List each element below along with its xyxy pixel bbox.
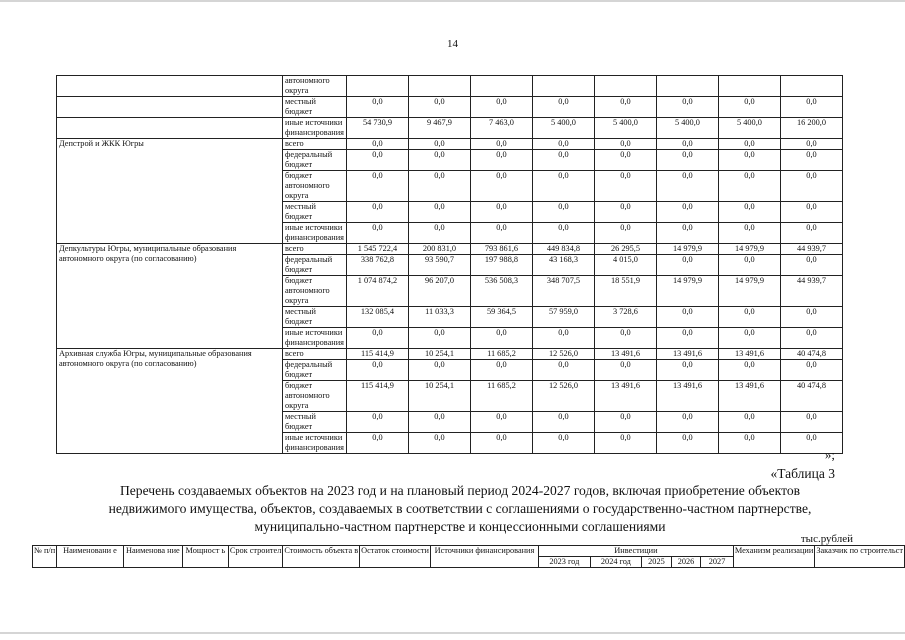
value-cell: 0,0	[532, 328, 594, 349]
value-cell: 0,0	[780, 328, 842, 349]
scan-edge-bottom	[0, 632, 905, 634]
table-row	[57, 76, 843, 97]
value-cell: 0,0	[532, 202, 594, 223]
header-mechanism: Механизм реализации	[733, 546, 814, 568]
header-year-2025: 2025	[642, 557, 672, 568]
value-cell: 197 988,8	[470, 255, 532, 276]
value-cell: 0,0	[780, 139, 842, 150]
value-cell: 0,0	[532, 171, 594, 202]
value-cell	[656, 76, 718, 97]
source-cell: бюджет автономного округа	[283, 381, 347, 412]
value-cell: 0,0	[718, 171, 780, 202]
source-cell: иные источники финансирования	[283, 433, 347, 454]
value-cell: 0,0	[470, 202, 532, 223]
value-cell: 40 474,8	[780, 381, 842, 412]
executor-cell	[57, 97, 283, 118]
value-cell: 5 400,0	[718, 118, 780, 139]
objects-table-header	[32, 545, 905, 568]
value-cell: 96 207,0	[408, 276, 470, 307]
executor-cell	[57, 118, 283, 139]
header-year-2027: 2027	[701, 557, 734, 568]
value-cell: 338 762,8	[346, 255, 408, 276]
value-cell: 0,0	[594, 328, 656, 349]
closing-mark: »;	[824, 447, 835, 462]
value-cell: 793 861,6	[470, 244, 532, 255]
value-cell: 449 834,8	[532, 244, 594, 255]
value-cell: 0,0	[470, 412, 532, 433]
value-cell: 18 551,9	[594, 276, 656, 307]
header-year-2026: 2026	[671, 557, 701, 568]
value-cell: 0,0	[780, 223, 842, 244]
value-cell	[780, 76, 842, 97]
value-cell: 59 364,5	[470, 307, 532, 328]
source-cell: бюджет автономного округа	[283, 276, 347, 307]
value-cell: 0,0	[346, 139, 408, 150]
value-cell: 0,0	[656, 139, 718, 150]
source-cell: всего	[283, 349, 347, 360]
value-cell: 0,0	[470, 433, 532, 454]
value-cell	[718, 76, 780, 97]
value-cell	[346, 76, 408, 97]
value-cell: 0,0	[780, 255, 842, 276]
value-cell: 348 707,5	[532, 276, 594, 307]
source-cell: иные источники финансирования	[283, 223, 347, 244]
value-cell: 0,0	[408, 360, 470, 381]
units-label: тыс.рублей	[800, 533, 853, 545]
value-cell: 1 074 874,2	[346, 276, 408, 307]
source-cell: федеральный бюджет	[283, 360, 347, 381]
value-cell: 0,0	[408, 97, 470, 118]
value-cell: 200 831,0	[408, 244, 470, 255]
value-cell: 0,0	[532, 412, 594, 433]
value-cell: 0,0	[408, 150, 470, 171]
value-cell: 14 979,9	[656, 276, 718, 307]
value-cell: 0,0	[718, 202, 780, 223]
value-cell: 0,0	[346, 223, 408, 244]
source-cell: федеральный бюджет	[283, 150, 347, 171]
source-cell: местный бюджет	[283, 307, 347, 328]
value-cell: 0,0	[470, 360, 532, 381]
executor-cell	[57, 76, 283, 97]
value-cell: 0,0	[532, 139, 594, 150]
table-row	[57, 97, 843, 118]
value-cell: 3 728,6	[594, 307, 656, 328]
table-row	[57, 118, 843, 139]
value-cell: 54 730,9	[346, 118, 408, 139]
value-cell: 5 400,0	[656, 118, 718, 139]
source-cell: местный бюджет	[283, 412, 347, 433]
value-cell: 0,0	[532, 360, 594, 381]
value-cell: 40 474,8	[780, 349, 842, 360]
value-cell	[470, 76, 532, 97]
value-cell: 10 254,1	[408, 381, 470, 412]
value-cell: 13 491,6	[656, 381, 718, 412]
value-cell: 0,0	[346, 433, 408, 454]
value-cell: 132 085,4	[346, 307, 408, 328]
value-cell: 0,0	[408, 412, 470, 433]
value-cell: 0,0	[532, 223, 594, 244]
value-cell: 0,0	[780, 412, 842, 433]
source-cell: местный бюджет	[283, 97, 347, 118]
value-cell: 0,0	[594, 139, 656, 150]
value-cell: 0,0	[346, 328, 408, 349]
header-cost: Стоимость объекта в	[283, 546, 360, 568]
source-cell: федеральный бюджет	[283, 255, 347, 276]
value-cell: 7 463,0	[470, 118, 532, 139]
value-cell: 0,0	[346, 360, 408, 381]
value-cell: 0,0	[718, 139, 780, 150]
value-cell: 11 033,3	[408, 307, 470, 328]
value-cell: 0,0	[718, 223, 780, 244]
value-cell: 0,0	[594, 223, 656, 244]
value-cell: 0,0	[780, 171, 842, 202]
source-cell: иные источники финансирования	[283, 328, 347, 349]
source-cell: автономного округа	[283, 76, 347, 97]
value-cell: 13 491,6	[594, 381, 656, 412]
value-cell	[594, 76, 656, 97]
value-cell: 44 939,7	[780, 276, 842, 307]
value-cell: 0,0	[780, 202, 842, 223]
value-cell: 12 526,0	[532, 381, 594, 412]
value-cell: 12 526,0	[532, 349, 594, 360]
value-cell: 0,0	[594, 360, 656, 381]
value-cell: 0,0	[656, 360, 718, 381]
table-row	[57, 244, 843, 255]
value-cell: 0,0	[470, 150, 532, 171]
value-cell: 0,0	[346, 412, 408, 433]
header-investments: Инвестиции	[539, 546, 734, 557]
table-heading: Перечень создаваемых объектов на 2023 год и на плановый период 2024-2027 годов, включая приобретение объектов недвижимого имущества, объектов, создаваемых в соответствии с соглашениями о государственно-частном партнерстве, муниципально-частном партнерстве и концессионными соглашениями	[108, 483, 812, 534]
value-cell: 14 979,9	[718, 276, 780, 307]
value-cell: 0,0	[718, 328, 780, 349]
value-cell: 13 491,6	[718, 349, 780, 360]
financing-table-body	[57, 76, 843, 454]
value-cell: 11 685,2	[470, 381, 532, 412]
value-cell: 0,0	[656, 433, 718, 454]
value-cell: 0,0	[408, 139, 470, 150]
value-cell: 0,0	[780, 360, 842, 381]
value-cell: 0,0	[532, 433, 594, 454]
value-cell: 0,0	[718, 97, 780, 118]
value-cell: 0,0	[408, 171, 470, 202]
value-cell: 13 491,6	[718, 381, 780, 412]
header-remainder: Остаток стоимости	[360, 546, 431, 568]
value-cell: 0,0	[532, 97, 594, 118]
value-cell: 0,0	[656, 307, 718, 328]
header-name1: Наименовани е	[57, 546, 124, 568]
value-cell: 0,0	[346, 150, 408, 171]
value-cell: 0,0	[656, 150, 718, 171]
header-power: Мощност ь	[182, 546, 228, 568]
header-num: № п/п	[33, 546, 57, 568]
value-cell: 536 508,3	[470, 276, 532, 307]
header-sources: Источники финансирования	[430, 546, 538, 568]
value-cell	[408, 76, 470, 97]
value-cell: 0,0	[780, 150, 842, 171]
executor-cell: Архивная служба Югры, муниципальные образования автономного округа (по согласованию)	[57, 349, 283, 454]
value-cell: 0,0	[532, 150, 594, 171]
value-cell: 0,0	[718, 360, 780, 381]
value-cell: 0,0	[594, 171, 656, 202]
value-cell: 9 467,9	[408, 118, 470, 139]
value-cell: 0,0	[594, 97, 656, 118]
header-year-2023: 2023 год	[539, 557, 591, 568]
value-cell: 44 939,7	[780, 244, 842, 255]
value-cell: 13 491,6	[594, 349, 656, 360]
value-cell: 13 491,6	[656, 349, 718, 360]
value-cell: 0,0	[470, 97, 532, 118]
value-cell: 5 400,0	[532, 118, 594, 139]
value-cell: 0,0	[346, 171, 408, 202]
value-cell: 4 015,0	[594, 255, 656, 276]
value-cell: 0,0	[594, 433, 656, 454]
value-cell: 5 400,0	[594, 118, 656, 139]
value-cell: 0,0	[470, 223, 532, 244]
value-cell: 0,0	[470, 171, 532, 202]
header-name2: Наименова ние	[123, 546, 182, 568]
value-cell: 0,0	[470, 139, 532, 150]
value-cell: 0,0	[718, 412, 780, 433]
value-cell: 115 414,9	[346, 349, 408, 360]
value-cell: 0,0	[656, 202, 718, 223]
executor-cell: Депкультуры Югры, муниципальные образования автономного округа (по согласованию)	[57, 244, 283, 349]
value-cell: 0,0	[408, 223, 470, 244]
value-cell: 0,0	[718, 255, 780, 276]
value-cell: 0,0	[718, 307, 780, 328]
source-cell: всего	[283, 244, 347, 255]
value-cell: 0,0	[718, 150, 780, 171]
table-row	[57, 349, 843, 360]
value-cell: 0,0	[470, 328, 532, 349]
source-cell: бюджет автономного округа	[283, 171, 347, 202]
source-cell: иные источники финансирования	[283, 118, 347, 139]
value-cell: 115 414,9	[346, 381, 408, 412]
value-cell: 43 168,3	[532, 255, 594, 276]
table-row	[57, 139, 843, 150]
value-cell: 93 590,7	[408, 255, 470, 276]
value-cell: 0,0	[656, 97, 718, 118]
value-cell: 0,0	[780, 433, 842, 454]
value-cell: 0,0	[408, 202, 470, 223]
executor-cell: Депстрой и ЖКК Югры	[57, 139, 283, 244]
value-cell: 0,0	[656, 412, 718, 433]
value-cell: 14 979,9	[718, 244, 780, 255]
header-customer: Заказчик по строительст	[815, 546, 905, 568]
value-cell: 0,0	[656, 171, 718, 202]
value-cell: 0,0	[780, 307, 842, 328]
value-cell: 0,0	[656, 255, 718, 276]
source-cell: местный бюджет	[283, 202, 347, 223]
value-cell: 26 295,5	[594, 244, 656, 255]
value-cell: 0,0	[594, 150, 656, 171]
value-cell: 0,0	[346, 202, 408, 223]
value-cell: 0,0	[594, 202, 656, 223]
value-cell: 16 200,0	[780, 118, 842, 139]
value-cell: 0,0	[780, 97, 842, 118]
page-number: 14	[447, 38, 458, 50]
financing-table	[56, 75, 843, 454]
value-cell: 0,0	[656, 223, 718, 244]
value-cell: 10 254,1	[408, 349, 470, 360]
scan-edge-top	[0, 0, 905, 2]
value-cell: 0,0	[594, 412, 656, 433]
value-cell: 1 545 722,4	[346, 244, 408, 255]
value-cell: 0,0	[408, 328, 470, 349]
value-cell: 0,0	[656, 328, 718, 349]
value-cell: 11 685,2	[470, 349, 532, 360]
table-label: «Таблица 3	[770, 466, 835, 481]
header-term: Срок строител	[228, 546, 283, 568]
header-year-2024: 2024 год	[590, 557, 642, 568]
value-cell	[532, 76, 594, 97]
value-cell: 0,0	[408, 433, 470, 454]
value-cell: 57 959,0	[532, 307, 594, 328]
value-cell: 0,0	[718, 433, 780, 454]
value-cell: 14 979,9	[656, 244, 718, 255]
value-cell: 0,0	[346, 97, 408, 118]
source-cell: всего	[283, 139, 347, 150]
